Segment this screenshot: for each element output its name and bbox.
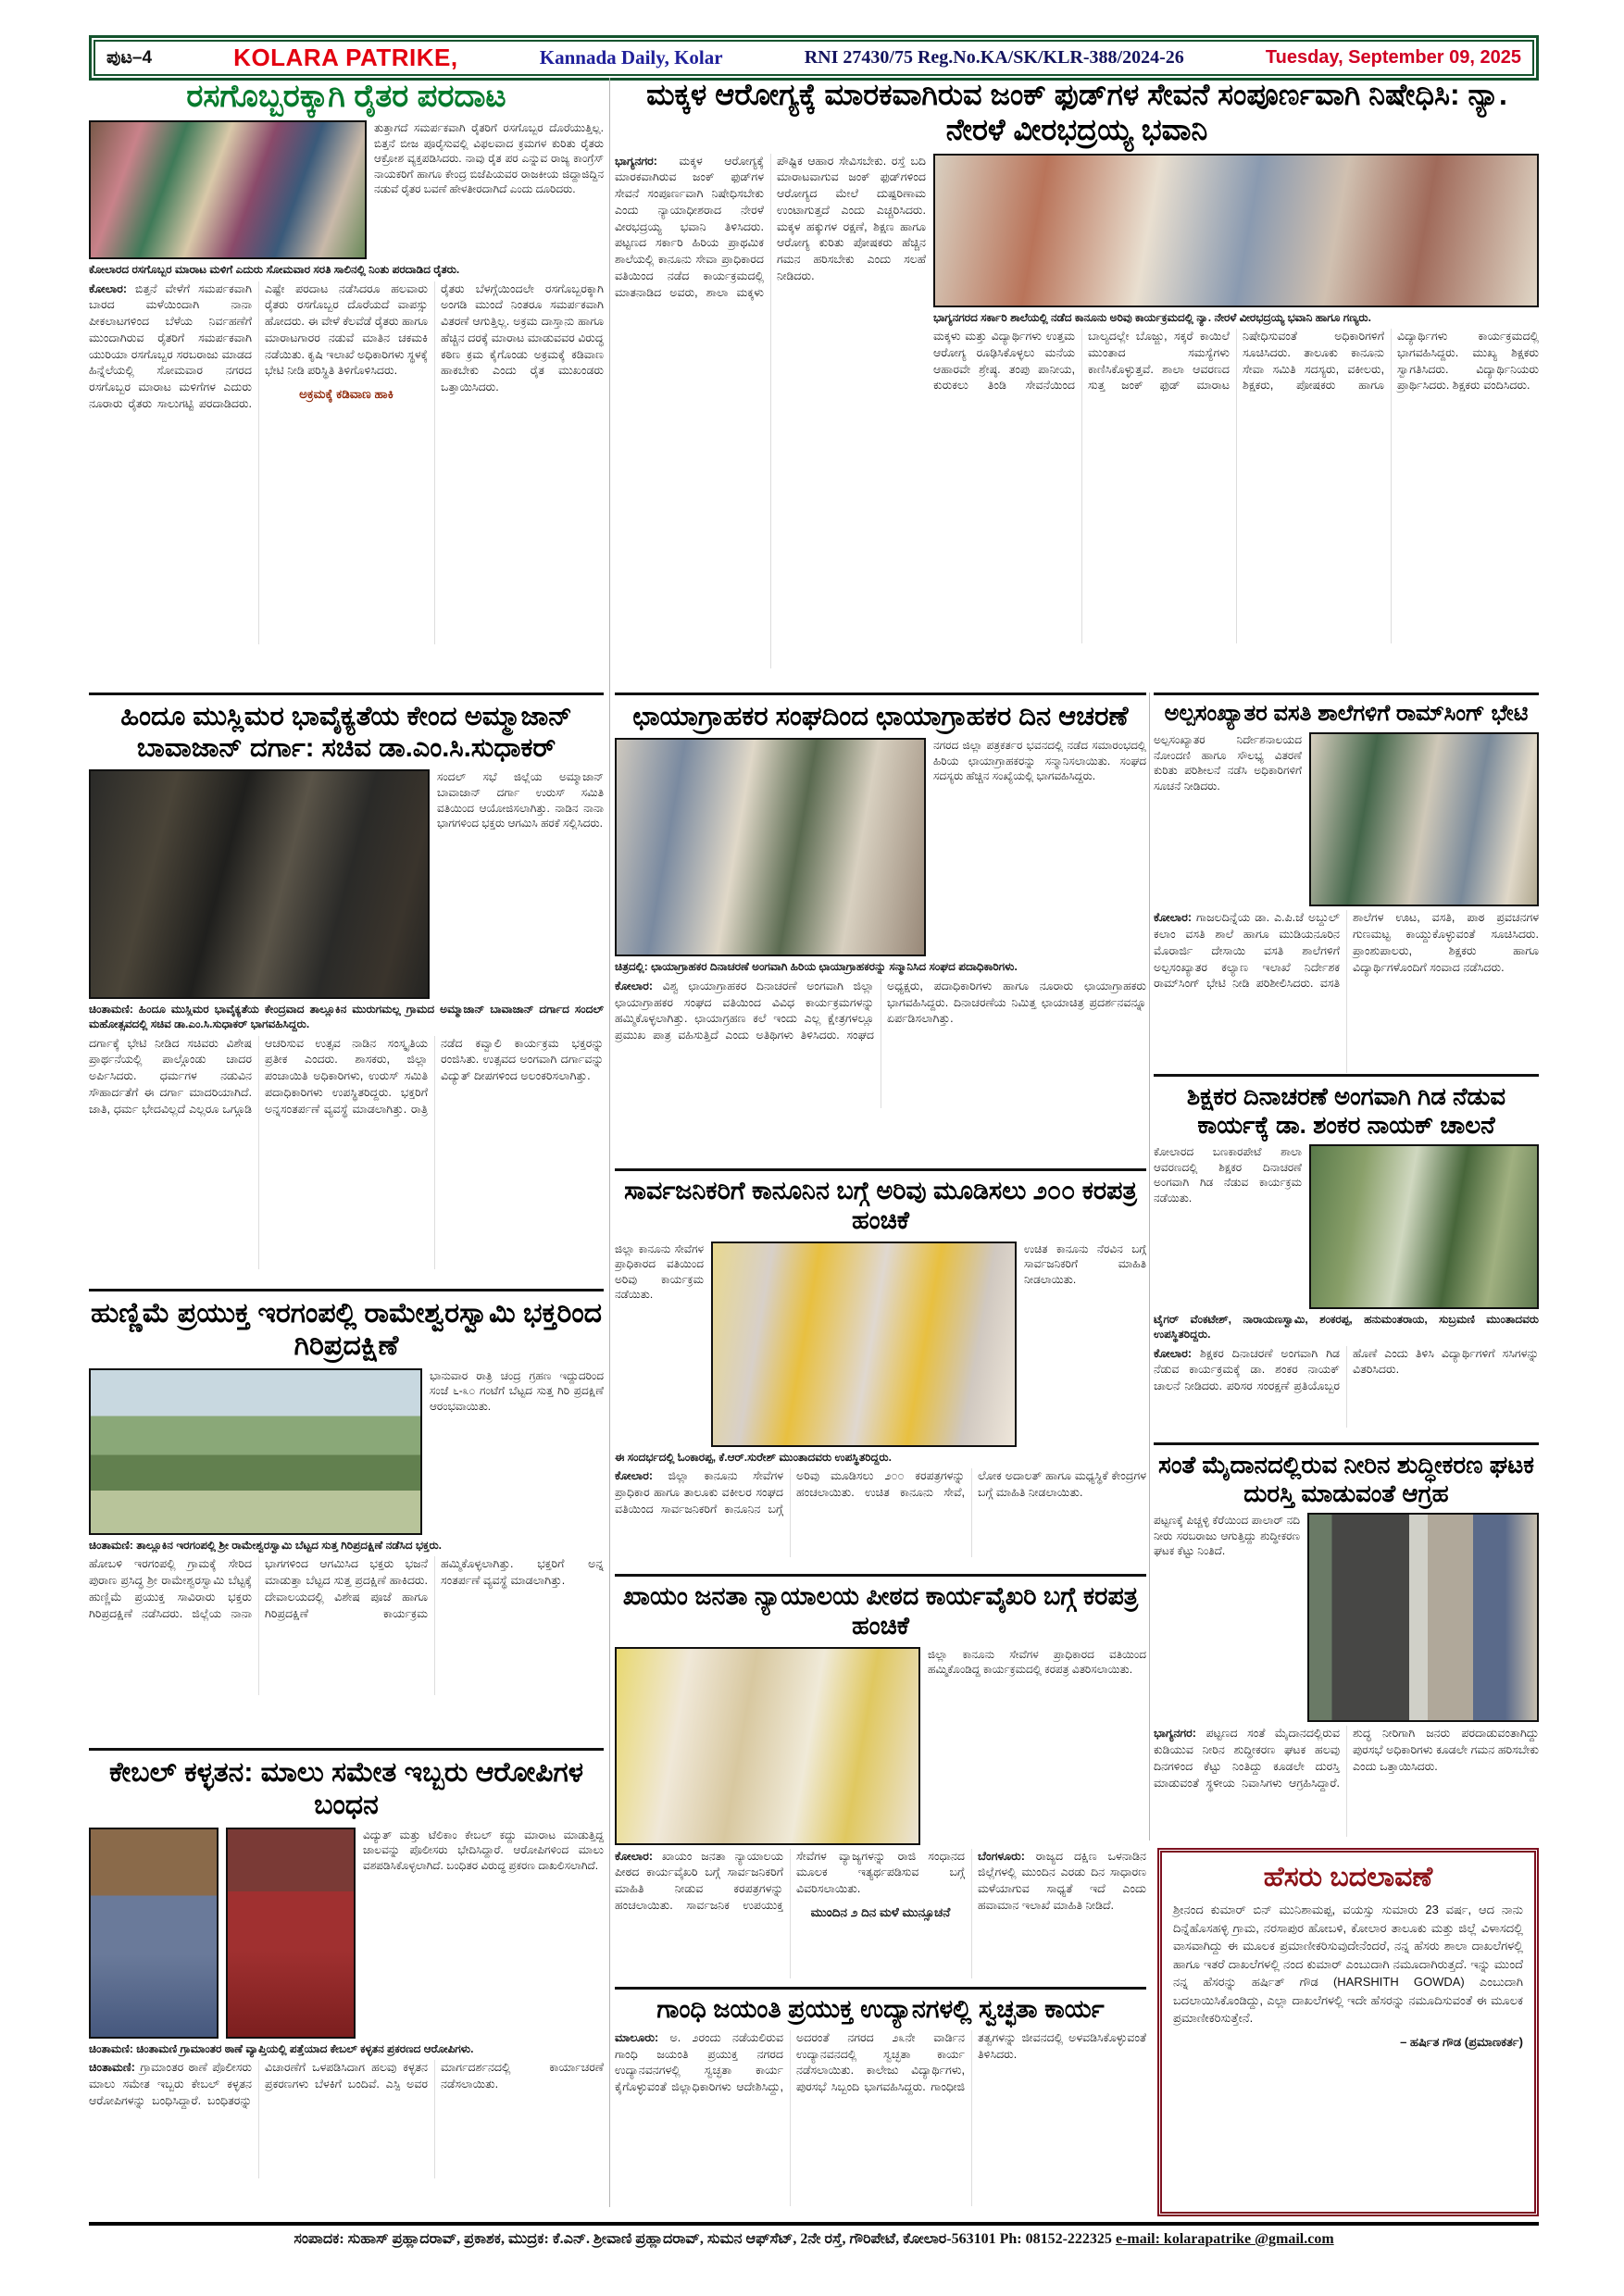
caption-lead: ಚಿತ್ರದಲ್ಲಿ:: [615, 960, 648, 974]
headline-purnima: ಹುಣ್ಣಿಮೆ ಪ್ರಯುಕ್ತ ಇರಗಂಪಲ್ಲಿ ರಾಮೇಶ್ವರಸ್ವಾಮಿ ಭಕ್ತರಿಂದ ಗಿರಿಪ್ರದಕ್ಷಿಣೆ: [90, 1298, 603, 1362]
photo-junkfood-event: [933, 154, 1539, 307]
headline-junkfood: ಮಕ್ಕಳ ಆರೋಗ್ಯಕ್ಕೆ ಮಾರಕವಾಗಿರುವ ಜಂಕ್ ಫುಡ್‌ಗಳ ಸೇವನೆ ಸಂಪೂರ್ಣವಾಗಿ ನಿಷೇಧಿಸಿ: ನ್ಯಾ. ನೇರಳೆ ವೀರಭದ್ರಯ್ಯ ಭವಾನಿ: [646, 78, 1507, 146]
media-row: [89, 769, 604, 999]
headline-dargah: ಹಿಂದೂ ಮುಸ್ಲಿಮರ ಭಾವೈಕ್ಯತೆಯ ಕೇಂದ ಅಮ್ಮಾಜಾನ್ ಬಾವಾಜಾನ್ ದರ್ಗಾ: ಸಚಿವ ಡಾ.ಎಂ.ಸಿ.ಸುಧಾಕರ್: [120, 702, 572, 764]
newspaper-brand: KOLARA PATRIKE,: [233, 44, 458, 71]
dateline: ಕೋಲಾರ:: [615, 1469, 653, 1483]
body-paragraph: [441, 281, 604, 396]
headline-photographers: ಛಾಯಾಗ್ರಾಹಕರ ಸಂಘದಿಂದ ಛಾಯಾಗ್ರಾಹಕರ ದಿನ ಆಚರಣೆ: [632, 702, 1129, 731]
name-change-notice: [1157, 1848, 1539, 2216]
body-paragraph: [1154, 910, 1539, 992]
article-body: [89, 1036, 604, 1269]
media-row: [615, 154, 1539, 668]
media-stack: [933, 154, 1539, 644]
article-body: [615, 2030, 1146, 2206]
body-text: ಗಾಜಲದಿನ್ನೆಯ ಡಾ. ಎ.ಪಿ.ಜೆ ಅಬ್ದುಲ್ ಕಲಾಂ ವಸತಿ ಶಾಲೆ ಹಾಗೂ ಮುಡಿಯನೂರಿನ ಮೊರಾರ್ಜಿ ದೇಸಾಯಿ ವಸತಿ ಶಾಲೆಗಳಿಗೆ ಅಲ್ಪಸಂಖ್ಯಾತರ ಕಲ್ಯಾಣ ಇಲಾಖೆ ನಿರ್ದೇಶಕ ರಾಮ್‌ಸಿಂಗ್ ಭೇಟಿ ನೀಡಿ ಪರಿಶೀಲಿಸಿದರು. ವಸತಿ ಶಾಲೆಗಳ ಊಟ, ವಸತಿ, ಪಾಠ ಪ್ರವಚನಗಳ ಗುಣಮಟ್ಟ ಕಾಯ್ದುಕೊಳ್ಳುವಂತೆ ಸೂಚಿಸಿದರು. ಪ್ರಾಂಶುಪಾಲರು, ಶಿಕ್ಷಕರು ಹಾಗೂ ವಿದ್ಯಾರ್ಥಿಗಳೊಂದಿಗೆ ಸಂವಾದ ನಡೆಸಿದರು.: [1154, 911, 1539, 991]
dateline: ಕೋಲಾರ:: [615, 979, 653, 992]
article-purnima: [89, 1289, 604, 1695]
article-body: [89, 1556, 604, 1695]
headline-fertilizer: ರಸಗೊಬ್ಬರಕ್ಕಾಗಿ ರೈತರ ಪರದಾಟ: [186, 79, 506, 114]
dateline: ಭಾಗ್ಯನಗರ:: [1154, 1727, 1196, 1741]
subhead-crackdown: ಅಕ್ರಮಕ್ಕೆ ಕಡಿವಾಣ ಹಾಕಿ: [299, 387, 394, 402]
article-minority-school: [1154, 693, 1539, 1073]
body-text: ರೈತರು ಬೆಳಗ್ಗೆಯಿಂದಲೇ ರಸಗೊಬ್ಬರಕ್ಕಾಗಿ ಅಂಗಡಿ ಮುಂದೆ ನಿಂತರೂ ಸಮರ್ಪಕವಾಗಿ ವಿತರಣೆ ಆಗುತ್ತಿಲ್ಲ. ಅಕ್ರಮ ದಾಸ್ತಾನು ಹಾಗೂ ಹೆಚ್ಚಿನ ದರಕ್ಕೆ ಮಾರಾಟ ಮಾಡುವವರ ವಿರುದ್ಧ ಕಠಿಣ ಕ್ರಮ ಕೈಗೊಂಡು ಅಕ್ರಮಕ್ಕೆ ಕಡಿವಾಣ ಹಾಕಬೇಕು ಎಂದು ರೈತ ಮುಖಂಡರು ಒತ್ತಾಯಿಸಿದರು.: [441, 281, 604, 394]
article-lok-adalat: [615, 1574, 1146, 1978]
column-rule-right: [1149, 693, 1150, 1841]
body-paragraph: [615, 979, 1146, 1044]
body-text: ಬಿತ್ತನೆ ವೇಳೆಗೆ ಸಮರ್ಪಕವಾಗಿ ಬಾರದ ಮಳೆಯಿಂದಾಗಿ ನಾನಾ ಪೀಕಲಾಟಗಳಿಂದ ಬೆಳೆಯ ನಿರ್ವಹಣೆಗೆ ಮುಂದಾಗಿರುವ ರೈತರಿಗೆ ಸಮರ್ಪಕವಾಗಿ ಯುರಿಯಾ ರಸಗೊಬ್ಬರ ಸರಬರಾಜು ಮಾಡದ ಹಿನ್ನೆಲೆಯಲ್ಲಿ ಸೋಮವಾರ ನಗರದ ರಸಗೊಬ್ಬರ ಮಾರಾಟ ಮಳಿಗೆಗಳ ಎದುರು ನೂರಾರು ರೈತರು ಸಾಲುಗಟ್ಟಿ ಪರದಾಡಿದರು. ಎಷ್ಟೇ ಪರದಾಟ ನಡೆಸಿದರೂ ಹಲವಾರು ರೈತರು ರಸಗೊಬ್ಬರ ದೊರೆಯದೆ ವಾಪಸ್ಸು ಹೋದರು. ಈ ವೇಳೆ ಕೆಲವೆಡೆ ರೈತರು ಹಾಗೂ ಮಾರಾಟಗಾರರ ನಡುವೆ ಮಾತಿನ ಚಕಮಕಿ ನಡೆಯಿತು. ಕೃಷಿ ಇಲಾಖೆ ಅಧಿಕಾರಿಗಳು ಸ್ಥಳಕ್ಕೆ ಭೇಟಿ ನೀಡಿ ಪರಿಸ್ಥಿತಿ ತಿಳಿಗೊಳಿಸಿದರು.: [89, 281, 428, 410]
issue-date: Tuesday, September 09, 2025: [1265, 47, 1521, 68]
dateline: ಕೋಲಾರ:: [615, 1849, 653, 1863]
photo-caption: [89, 1539, 604, 1554]
dateline: ಕೋಲಾರ:: [1154, 1346, 1192, 1360]
article-body: [615, 979, 1146, 1108]
body-paragraph: [1154, 1726, 1539, 1791]
masthead-inner: [94, 40, 1534, 76]
dateline: ಚಿಂತಾಮಣಿ:: [89, 2061, 135, 2075]
photo-caption: ಭಾಗ್ಯನಗರದ ಸರ್ಕಾರಿ ಶಾಲೆಯಲ್ಲಿ ನಡೆದ ಕಾನೂನು ಅರಿವು ಕಾರ್ಯಕ್ರಮದಲ್ಲಿ ನ್ಯಾ. ನೇರಳೆ ವೀರಭದ್ರಯ್ಯ ಭವಾನಿ ಹಾಗೂ ಗಣ್ಯರು.: [933, 310, 1371, 324]
photo-caption: ಟೈಗರ್ ವೆಂಕಟೇಶ್, ನಾರಾಯಣಸ್ವಾಮಿ, ಶಂಕರಪ್ಪ, ಹನುಮಂತರಾಯ, ಸುಬ್ರಮಣಿ ಮುಂತಾದವರು ಉಪಸ್ಥಿತರಿದ್ದರು.: [1154, 1313, 1539, 1341]
body-text: ಶಿಕ್ಷಕರ ದಿನಾಚರಣೆ ಅಂಗವಾಗಿ ಗಿಡ ನೆಡುವ ಕಾರ್ಯಕ್ರಮಕ್ಕೆ ಡಾ. ಶಂಕರ ನಾಯಕ್ ಚಾಲನೆ ನೀಡಿದರು. ಪರಿಸರ ಸಂರಕ್ಷಣೆ ಪ್ರತಿಯೊಬ್ಬರ ಹೊಣೆ ಎಂದು ತಿಳಿಸಿ ವಿದ್ಯಾರ್ಥಿಗಳಿಗೆ ಸಸಿಗಳನ್ನು ವಿತರಿಸಿದರು.: [1154, 1346, 1539, 1393]
headline-teachers-day: ಶಿಕ್ಷಕರ ದಿನಾಚರಣೆ ಅಂಗವಾಗಿ ಗಿಡ ನೆಡುವ ಕಾರ್ಯಕ್ಕೆ ಡಾ. ಶಂಕರ ನಾಯಕ್ ಚಾಲನೆ: [1186, 1082, 1506, 1139]
caption-dateline: ಚಿಂತಾಮಣಿ:: [89, 1538, 133, 1552]
body-text: ಅ. ೨ರಂದು ನಡೆಯಲಿರುವ ಗಾಂಧಿ ಜಯಂತಿ ಪ್ರಯುಕ್ತ ನಗರದ ಉದ್ಯಾನವನಗಳಲ್ಲಿ ಸ್ವಚ್ಛತಾ ಕಾರ್ಯ ಕೈಗೊಳ್ಳುವಂತೆ ಜಿಲ್ಲಾಧಿಕಾರಿಗಳು ಆದೇಶಿಸಿದ್ದು, ಅದರಂತೆ ನಗರದ ೨೩ನೇ ವಾರ್ಡಿನ ಉದ್ಯಾನವನದಲ್ಲಿ ಸ್ವಚ್ಛತಾ ಕಾರ್ಯ ನಡೆಸಲಾಯಿತು. ಕಾಲೇಜು ವಿದ್ಯಾರ್ಥಿಗಳು, ಪುರಸಭೆ ಸಿಬ್ಬಂದಿ ಭಾಗವಹಿಸಿದ್ದರು. ಗಾಂಧೀಜಿ ತತ್ವಗಳನ್ನು ಜೀವನದಲ್ಲಿ ಅಳವಡಿಸಿಕೊಳ್ಳುವಂತೆ ತಿಳಿಸಿದರು.: [615, 2030, 1146, 2094]
caption-dateline: ಚಿಂತಾಮಣಿ:: [89, 2041, 133, 2055]
media-row: [615, 1242, 1146, 1447]
media-row: [89, 1368, 604, 1535]
headline-legal-pamphlet: ಸಾರ್ವಜನಿಕರಿಗೆ ಕಾನೂನಿನ ಬಗ್ಗೆ ಅರಿವು ಮೂಡಿಸಲು ೨೦೦ ಕರಪತ್ರ ಹಂಚಿಕೆ: [624, 1177, 1137, 1234]
body-paragraph: [89, 1556, 604, 1622]
headline-minority-school: ಅಲ್ಪಸಂಖ್ಯಾತರ ವಸತಿ ಶಾಲೆಗಳಿಗೆ ರಾಮ್‌ಸಿಂಗ್ ಭೇಟಿ: [1164, 701, 1529, 726]
article-gandhi-jayanti: [615, 1987, 1146, 2206]
article-body: [89, 2060, 604, 2178]
media-row: [89, 120, 604, 259]
notice-body: ಶ್ರೀನಂದ ಕುಮಾರ್ ಬಿನ್ ಮುನಿಶಾಮಪ್ಪ, ವಯಸ್ಸು ಸುಮಾರು 23 ವರ್ಷ, ಆದ ನಾನು ದಿನ್ನೆಹೊಸಹಳ್ಳಿ ಗ್ರಾಮ, ನರಸಾಪುರ ಹೋಬಳಿ, ಕೋಲಾರ ತಾಲೂಕು ಮತ್ತು ಜಿಲ್ಲೆ ವಿಳಾಸದಲ್ಲಿ ವಾಸವಾಗಿದ್ದು ಈ ಮೂಲಕ ಪ್ರಮಾಣೀಕರಿಸುವುದೇನೆಂದರೆ, ನನ್ನ ಹೆಸರು ಶಾಲಾ ದಾಖಲೆಗಳಲ್ಲಿ ಹಾಗೂ ಇತರೆ ದಾಖಲೆಗಳಲ್ಲಿ ನಂದ ಕುಮಾರ್ ಎಂಬುದಾಗಿ ನಮೂದಾಗಿರುತ್ತದೆ. ಇನ್ನು ಮುಂದೆ ನನ್ನ ಹೆಸರನ್ನು ಹರ್ಷಿತ್ ಗೌಡ (HARSHITH GOWDA) ಎಂಬುದಾಗಿ ಬದಲಾಯಿಸಿಕೊಂಡಿದ್ದು, ಎಲ್ಲಾ ದಾಖಲೆಗಳಲ್ಲಿ ಇದೇ ಹೆಸರನ್ನು ನಮೂದಿಸುವಂತೆ ಈ ಮೂಲಕ ಪ್ರಮಾಣೀಕರಿಸುತ್ತೇನೆ.: [1173, 1903, 1523, 2025]
article-body: [615, 1468, 1146, 1557]
article-fertilizer: [89, 78, 604, 644]
media-row: [1154, 1513, 1539, 1722]
headline-cable-theft: ಕೇಬಲ್ ಕಳ್ಳತನ: ಮಾಲು ಸಮೇತ ಇಬ್ಬರು ಆರೋಪಿಗಳ ಬಂಧನ: [108, 1757, 584, 1821]
caption-text: ಹಿಂದೂ ಮುಸ್ಲಿಮರ ಭಾವೈಕ್ಯತೆಯ ಕೇಂದ್ರವಾದ ತಾಲ್ಲೂಕಿನ ಮುರುಗಮಲ್ಲ ಗ್ರಾಮದ ಅಮ್ಮಾಜಾನ್ ಬಾವಾಜಾನ್ ದರ್ಗಾದ ಸಂದಲ್ ಮಹೋತ್ಸವದಲ್ಲಿ ಸಚಿವ ಡಾ.ಎಂ.ಸಿ.ಸುಧಾಕರ್ ಭಾಗವಹಿಸಿದ್ದರು.: [89, 1003, 604, 1031]
photo-hill-procession: [89, 1368, 422, 1535]
article-body: [1154, 1726, 1539, 1837]
article-photographers: [615, 693, 1146, 1108]
side-text: ನಗರದ ಜಿಲ್ಲಾ ಪತ್ರಕರ್ತರ ಭವನದಲ್ಲಿ ನಡೆದ ಸಮಾರಂಭದಲ್ಲಿ ಹಿರಿಯ ಛಾಯಾಗ್ರಾಹಕರನ್ನು ಸನ್ಮಾನಿಸಲಾಯಿತು. ಸಂಘದ ಸದಸ್ಯರು ಹೆಚ್ಚಿನ ಸಂಖ್ಯೆಯಲ್ಲಿ ಭಾಗವಹಿಸಿದ್ದರು.: [933, 739, 1146, 783]
imprint-line: ಸಂಪಾದಕ: ಸುಹಾಸ್ ಪ್ರಹ್ಲಾದರಾವ್, ಪ್ರಕಾಶಕ, ಮುದ್ರಕ: ಕೆ.ಎನ್. ಶ್ರೀವಾಣಿ ಪ್ರಹ್ಲಾದರಾವ್, ಸುಮನ ಆಫ್‌ಸೆಟ್, 2ನೇ ರಸ್ತೆ, ಗೌರಿಪೇಟೆ, ಕೋಲಾರ-563101 Ph: 08152-222325: [294, 2231, 1112, 2247]
side-text: ಕೋಲಾರದ ಬಣಕಾರಪೇಟೆ ಶಾಲಾ ಆವರಣದಲ್ಲಿ ಶಿಕ್ಷಕರ ದಿನಾಚರಣೆ ಅಂಗವಾಗಿ ಗಿಡ ನೆಡುವ ಕಾರ್ಯಕ್ರಮ ನಡೆಯಿತು.: [1154, 1145, 1302, 1204]
newspaper-tagline: Kannada Daily, Kolar: [539, 46, 723, 69]
media-row: [615, 738, 1146, 956]
article-body: [615, 1849, 1146, 1978]
body-text: ಖಾಯಂ ಜನತಾ ನ್ಯಾಯಾಲಯ ಪೀಠದ ಕಾರ್ಯವೈಖರಿ ಬಗ್ಗೆ ಸಾರ್ವಜನಿಕರಿಗೆ ಮಾಹಿತಿ ನೀಡುವ ಕರಪತ್ರಗಳನ್ನು ಹಂಚಲಾಯಿತು. ಸಾರ್ವಜನಿಕ ಉಪಯುಕ್ತ ಸೇವೆಗಳ ವ್ಯಾಜ್ಯಗಳನ್ನು ರಾಜಿ ಸಂಧಾನದ ಮೂಲಕ ಇತ್ಯರ್ಥಪಡಿಸುವ ಬಗ್ಗೆ ವಿವರಿಸಲಾಯಿತು.: [615, 1849, 965, 1912]
article-cable-theft: [89, 1748, 604, 2178]
masthead: [89, 35, 1539, 81]
body-text: ದರ್ಗಾಕ್ಕೆ ಭೇಟಿ ನೀಡಿದ ಸಚಿವರು ವಿಶೇಷ ಪ್ರಾರ್ಥನೆಯಲ್ಲಿ ಪಾಲ್ಗೊಂಡು ಚಾದರ ಅರ್ಪಿಸಿದರು. ಧರ್ಮಗಳ ನಡುವಿನ ಸೌಹಾರ್ದತೆಗೆ ಈ ದರ್ಗಾ ಮಾದರಿಯಾಗಿದೆ. ಜಾತಿ, ಧರ್ಮ ಭೇದವಿಲ್ಲದೆ ಎಲ್ಲರೂ ಒಗ್ಗೂಡಿ ಆಚರಿಸುವ ಉತ್ಸವ ನಾಡಿನ ಸಂಸ್ಕೃತಿಯ ಪ್ರತೀಕ ಎಂದರು. ಶಾಸಕರು, ಜಿಲ್ಲಾ ಪಂಚಾಯಿತಿ ಅಧಿಕಾರಿಗಳು, ಉರುಸ್ ಸಮಿತಿ ಪದಾಧಿಕಾರಿಗಳು ಉಪಸ್ಥಿತರಿದ್ದರು. ಭಕ್ತರಿಗೆ ಅನ್ನಸಂತರ್ಪಣೆ ವ್ಯವಸ್ಥೆ ಮಾಡಲಾಗಿತ್ತು. ರಾತ್ರಿ ನಡೆದ ಕವ್ವಾಲಿ ಕಾರ್ಯಕ್ರಮ ಭಕ್ತರನ್ನು ರಂಜಿಸಿತು. ಉತ್ಸವದ ಅಂಗವಾಗಿ ದರ್ಗಾವನ್ನು ವಿದ್ಯುತ್ ದೀಪಗಳಿಂದ ಅಲಂಕರಿಸಲಾಗಿತ್ತು.: [89, 1036, 604, 1116]
side-text: ಪಟ್ಟಣಕ್ಕೆ ಪಿಚ್ಚಳ್ಳಿ ಕೆರೆಯಿಂದ ಪಾಲಾರ್ ನದಿ ನೀರು ಸರಬರಾಜು ಆಗುತ್ತಿದ್ದು ಶುದ್ಧೀಕರಣ ಘಟಕ ಕೆಟ್ಟು ನಿಂತಿದೆ.: [1154, 1514, 1300, 1558]
caption-text: ತಾಲ್ಲೂಕಿನ ಇರಗಂಪಲ್ಲಿ ಶ್ರೀ ರಾಮೇಶ್ವರಸ್ವಾಮಿ ಬೆಟ್ಟದ ಸುತ್ತ ಗಿರಿಪ್ರದಕ್ಷಿಣೆ ನಡೆಸಿದ ಭಕ್ತರು.: [136, 1538, 442, 1552]
photo-stage-event: [615, 1647, 920, 1845]
dateline: ಕೋಲಾರ:: [89, 281, 127, 295]
side-text: ವಿದ್ಯುತ್ ಮತ್ತು ಟೆಲಿಕಾಂ ಕೇಬಲ್ ಕದ್ದು ಮಾರಾಟ ಮಾಡುತ್ತಿದ್ದ ಜಾಲವನ್ನು ಪೊಲೀಸರು ಭೇದಿಸಿದ್ದಾರೆ. ಆರೋಪಿಗಳಿಂದ ಮಾಲು ವಶಪಡಿಸಿಕೊಳ್ಳಲಾಗಿದೆ. ಬಂಧಿತರ ವಿರುದ್ಧ ಪ್ರಕರಣ ದಾಖಲಿಸಲಾಗಿದೆ.: [363, 1828, 604, 1872]
dateline: ಭಾಗ್ಯನಗರ:: [615, 154, 657, 168]
body-text: ಜಿಲ್ಲಾ ಕಾನೂನು ಸೇವೆಗಳ ಪ್ರಾಧಿಕಾರ ಹಾಗೂ ತಾಲೂಕು ವಕೀಲರ ಸಂಘದ ವತಿಯಿಂದ ಸಾರ್ವಜನಿಕರಿಗೆ ಕಾನೂನಿನ ಬಗ್ಗೆ ಅರಿವು ಮೂಡಿಸಲು ೨೦೦ ಕರಪತ್ರಗಳನ್ನು ಹಂಚಲಾಯಿತು. ಉಚಿತ ಕಾನೂನು ಸೇವೆ, ಲೋಕ ಅದಾಲತ್ ಹಾಗೂ ಮಧ್ಯಸ್ಥಿಕೆ ಕೇಂದ್ರಗಳ ಬಗ್ಗೆ ಮಾಹಿತಿ ನೀಡಲಾಯಿತು.: [615, 1469, 1146, 1516]
body-text: ಗ್ರಾಮಾಂತರ ಠಾಣೆ ಪೊಲೀಸರು ಮಾಲು ಸಮೇತ ಇಬ್ಬರು ಕೇಬಲ್ ಕಳ್ಳತನ ಆರೋಪಿಗಳನ್ನು ಬಂಧಿಸಿದ್ದಾರೆ. ಬಂಧಿತರನ್ನು ವಿಚಾರಣೆಗೆ ಒಳಪಡಿಸಿದಾಗ ಹಲವು ಕಳ್ಳತನ ಪ್ರಕರಣಗಳು ಬೆಳಕಿಗೆ ಬಂದಿವೆ. ಎಸ್ಪಿ ಅವರ ಮಾರ್ಗದರ್ಶನದಲ್ಲಿ ಕಾರ್ಯಾಚರಣೆ ನಡೆಸಲಾಯಿತು.: [89, 2061, 604, 2107]
photo-photographers-felicitation: [615, 738, 926, 956]
photo-water-unit: [1307, 1513, 1539, 1722]
notice-signature: – ಹರ್ಷಿತ ಗೌಡ (ಪ್ರಮಾಣಕರ್ತ): [1400, 2034, 1523, 2049]
side-text-right: ಉಚಿತ ಕಾನೂನು ನೆರವಿನ ಬಗ್ಗೆ ಸಾರ್ವಜನಿಕರಿಗೆ ಮಾಹಿತಿ ನೀಡಲಾಯಿತು.: [1024, 1242, 1146, 1286]
article-body-left: [615, 154, 926, 668]
article-body: [1154, 1346, 1539, 1428]
side-text: ಸಂದಲ್ ಸಭೆ ಜಿಲ್ಲೆಯ ಅಮ್ಮಾಜಾನ್ ಬಾವಾಜಾನ್ ದರ್ಗಾ ಉರುಸ್ ಸಮಿತಿ ವತಿಯಿಂದ ಆಯೋಜಿಸಲಾಗಿತ್ತು. ನಾಡಿನ ನಾನಾ ಭಾಗಗಳಿಂದ ಭಕ್ತರು ಆಗಮಿಸಿ ಹರಕೆ ಸಲ್ಲಿಸಿದರು.: [437, 770, 604, 830]
photo-accused-2: [226, 1828, 356, 2039]
body-paragraph: [89, 1036, 604, 1118]
body-paragraph: [615, 154, 926, 302]
page-number-label: ಪುಟ–4: [106, 47, 153, 68]
media-row: [1154, 1144, 1539, 1309]
side-text: ಭಾನುವಾರ ರಾತ್ರಿ ಚಂದ್ರ ಗ್ರಹಣ ಇದ್ದುದರಿಂದ ಸಂಜೆ ೬-೩೦ ಗಂಟೆಗೆ ಬೆಟ್ಟದ ಸುತ್ತ ಗಿರಿ ಪ್ರದಕ್ಷಿಣೆ ಆರಂಭವಾಯಿತು.: [430, 1368, 604, 1413]
caption-text: ಛಾಯಾಗ್ರಾಹಕರ ದಿನಾಚರಣೆ ಅಂಗವಾಗಿ ಹಿರಿಯ ಛಾಯಾಗ್ರಾಹಕರನ್ನು ಸನ್ಮಾನಿಸಿದ ಸಂಘದ ಪದಾಧಿಕಾರಿಗಳು.: [651, 960, 1018, 974]
photo-caption: ಕೋಲಾರದ ರಸಗೊಬ್ಬರ ಮಾರಾಟ ಮಳಿಗೆ ಎದುರು ಸೋಮವಾರ ಸರತಿ ಸಾಲಿನಲ್ಲಿ ನಿಂತು ಪರದಾಡಿದ ರೈತರು.: [89, 263, 460, 277]
media-row: [1154, 732, 1539, 906]
photo-caption: ಈ ಸಂದರ್ಭದಲ್ಲಿ ಓಂಕಾರಪ್ಪ, ಕೆ.ಆರ್.ಸುರೇಶ್ ಮುಂತಾದವರು ಉಪಸ್ಥಿತರಿದ್ದರು.: [615, 1450, 892, 1464]
photo-dargah-gathering: [89, 769, 430, 999]
body-text: ಪಟ್ಟಣದ ಸಂತೆ ಮೈದಾನದಲ್ಲಿರುವ ಕುಡಿಯುವ ನೀರಿನ ಶುದ್ಧೀಕರಣ ಘಟಕ ಹಲವು ದಿನಗಳಿಂದ ಕೆಟ್ಟು ನಿಂತಿದ್ದು ಕೂಡಲೇ ದುರಸ್ತಿ ಮಾಡುವಂತೆ ಸ್ಥಳೀಯ ನಿವಾಸಿಗಳು ಆಗ್ರಹಿಸಿದ್ದಾರೆ. ಶುದ್ಧ ನೀರಿಗಾಗಿ ಜನರು ಪರದಾಡುವಂತಾಗಿದ್ದು ಪುರಸಭೆ ಅಧಿಕಾರಿಗಳು ಕೂಡಲೇ ಗಮನ ಹರಿಸಬೇಕು ಎಂದು ಒತ್ತಾಯಿಸಿದರು.: [1154, 1727, 1539, 1790]
body-text: ಮಕ್ಕಳು ಮತ್ತು ವಿದ್ಯಾರ್ಥಿಗಳು ಉತ್ತಮ ಆರೋಗ್ಯ ರೂಢಿಸಿಕೊಳ್ಳಲು ಮನೆಯ ಆಹಾರವೇ ಶ್ರೇಷ್ಠ. ತಂಪು ಪಾನೀಯ, ಕುರುಕಲು ತಿಂಡಿ ಸೇವನೆಯಿಂದ ಬಾಲ್ಯದಲ್ಲೇ ಬೊಜ್ಜು, ಸಕ್ಕರೆ ಕಾಯಿಲೆ ಮುಂತಾದ ಸಮಸ್ಯೆಗಳು ಕಾಣಿಸಿಕೊಳ್ಳುತ್ತವೆ. ಶಾಲಾ ಆವರಣದ ಸುತ್ತ ಜಂಕ್ ಫುಡ್ ಮಾರಾಟ ನಿಷೇಧಿಸುವಂತೆ ಅಧಿಕಾರಿಗಳಿಗೆ ಸೂಚಿಸಿದರು. ತಾಲೂಕು ಕಾನೂನು ಸೇವಾ ಸಮಿತಿ ಸದಸ್ಯರು, ವಕೀಲರು, ಶಿಕ್ಷಕರು, ಪೋಷಕರು ಹಾಗೂ ವಿದ್ಯಾರ್ಥಿಗಳು ಕಾರ್ಯಕ್ರಮದಲ್ಲಿ ಭಾಗವಹಿಸಿದ್ದರು. ಮುಖ್ಯ ಶಿಕ್ಷಕರು ಸ್ವಾಗತಿಸಿದರು. ವಿದ್ಯಾರ್ಥಿನಿಯರು ಪ್ರಾರ್ಥಿಸಿದರು. ಶಿಕ್ಷಕರು ವಂದಿಸಿದರು.: [933, 330, 1539, 393]
photo-classroom-visit: [1309, 732, 1539, 906]
body-paragraph: [615, 1468, 1146, 1517]
article-body: [1154, 910, 1539, 1073]
body-paragraph: [89, 2060, 604, 2109]
photo-farmers-crowd: [89, 120, 367, 259]
side-text-left: ಜಿಲ್ಲಾ ಕಾನೂನು ಸೇವೆಗಳ ಪ್ರಾಧಿಕಾರದ ವತಿಯಿಂದ ಅರಿವು ಕಾರ್ಯಕ್ರಮ ನಡೆಯಿತು.: [615, 1242, 704, 1302]
article-body-right: [933, 329, 1539, 643]
article-dargah: [89, 693, 604, 1269]
side-text: ತುತ್ತಾಗದೆ ಸಮರ್ಪಕವಾಗಿ ರೈತರಿಗೆ ರಸಗೊಬ್ಬರ ದೊರೆಯುತ್ತಿಲ್ಲ. ಬಿತ್ತನೆ ಬೀಜ ಪೂರೈಸುವಲ್ಲಿ ವಿಫಲವಾದ ಕ್ರಮಗಳ ಕುರಿತು ರೈತರು ಆಕ್ರೋಶ ವ್ಯಕ್ತಪಡಿಸಿದರು. ನಾವು ರೈತ ಪರ ಎನ್ನುವ ರಾಜ್ಯ ಕಾಂಗ್ರೆಸ್ ನಾಯಕರಿಗೆ ಹಾಗೂ ಕೇಂದ್ರ ಬಿಜೆಪಿಯವರ ರಾಜಕೀಯ ಜಿದ್ದಾಜಿದ್ದಿನ ನಡುವೆ ರೈತರ ಬವಣೆ ಹೇಳತೀರದಾಗಿದೆ ಎಂದು ದೂರಿದರು.: [374, 121, 604, 196]
article-teachers-day: [1154, 1074, 1539, 1428]
subhead-rain-forecast: ಮುಂದಿನ ೨ ದಿನ ಮಳೆ ಮುನ್ಸೂಚನೆ: [810, 1904, 951, 1919]
caption-text: ಚಿಂತಾಮಣಿ ಗ್ರಾಮಾಂತರ ಠಾಣೆ ವ್ಯಾಪ್ತಿಯಲ್ಲಿ ಪತ್ತೆಯಾದ ಕೇಬಲ್ ಕಳ್ಳತನ ಪ್ರಕರಣದ ಆರೋಪಿಗಳು.: [136, 2041, 474, 2055]
side-text: ಅಲ್ಪಸಂಖ್ಯಾತರ ನಿರ್ದೇಶನಾಲಯದ ನೋಂದಣಿ ಹಾಗೂ ಸೌಲಭ್ಯ ವಿತರಣೆ ಕುರಿತು ಪರಿಶೀಲನೆ ನಡೆಸಿ ಅಧಿಕಾರಿಗಳಿಗೆ ಸೂಚನೆ ನೀಡಿದರು.: [1154, 733, 1302, 792]
rni-registration: RNI 27430/75 Reg.No.KA/SK/KLR-388/2024-26: [804, 47, 1184, 68]
body-text: ರಾಜ್ಯದ ದಕ್ಷಿಣ ಒಳನಾಡಿನ ಜಿಲ್ಲೆಗಳಲ್ಲಿ ಮುಂದಿನ ಎರಡು ದಿನ ಸಾಧಾರಣ ಮಳೆಯಾಗುವ ಸಾಧ್ಯತೆ ಇದೆ ಎಂದು ಹವಾಮಾನ ಇಲಾಖೆ ಮಾಹಿತಿ ನೀಡಿದೆ.: [978, 1849, 1146, 1912]
article-body: [89, 281, 604, 644]
body-paragraph: [615, 2030, 1146, 2096]
article-legal-pamphlet: [615, 1168, 1146, 1557]
imprint-email: e-mail: kolarapatrike @gmail.com: [1115, 2231, 1334, 2247]
media-row: [89, 1828, 604, 2039]
media-row: [615, 1647, 1146, 1845]
body-paragraph: [933, 329, 1539, 396]
photo-caption: [615, 960, 1146, 975]
body-text: ಹೋಬಳಿ ಇರಗಂಪಲ್ಲಿ ಗ್ರಾಮಕ್ಕೆ ಸೇರಿದ ಪುರಾಣ ಪ್ರಸಿದ್ಧ ಶ್ರೀ ರಾಮೇಶ್ವರಸ್ವಾಮಿ ಬೆಟ್ಟಕ್ಕೆ ಹುಣ್ಣಿಮೆ ಪ್ರಯುಕ್ತ ಸಾವಿರಾರು ಭಕ್ತರು ಗಿರಿಪ್ರದಕ್ಷಿಣೆ ನಡೆಸಿದರು. ಜಿಲ್ಲೆಯ ನಾನಾ ಭಾಗಗಳಿಂದ ಆಗಮಿಸಿದ ಭಕ್ತರು ಭಜನೆ ಮಾಡುತ್ತಾ ಬೆಟ್ಟದ ಸುತ್ತ ಪ್ರದಕ್ಷಿಣೆ ಹಾಕಿದರು. ದೇವಾಲಯದಲ್ಲಿ ವಿಶೇಷ ಪೂಜೆ ಹಾಗೂ ಗಿರಿಪ್ರದಕ್ಷಿಣೆ ಕಾರ್ಯಕ್ರಮ ಹಮ್ಮಿಕೊಳ್ಳಲಾಗಿತ್ತು. ಭಕ್ತರಿಗೆ ಅನ್ನ ಸಂತರ್ಪಣೆ ವ್ಯವಸ್ಥೆ ಮಾಡಲಾಗಿತ್ತು.: [89, 1557, 604, 1620]
column-rule-left: [609, 78, 610, 2207]
photo-accused-1: [89, 1828, 219, 2039]
dateline: ಮಾಲೂರು:: [615, 2030, 659, 2044]
body-paragraph: [1154, 1346, 1539, 1395]
imprint-footer: [89, 2222, 1539, 2248]
side-text: ಜಿಲ್ಲಾ ಕಾನೂನು ಸೇವೆಗಳ ಪ್ರಾಧಿಕಾರದ ವತಿಯಿಂದ ಹಮ್ಮಿಕೊಂಡಿದ್ದ ಕಾರ್ಯಕ್ರಮದಲ್ಲಿ ಕರಪತ್ರ ವಿತರಿಸಲಾಯಿತು.: [928, 1647, 1146, 1677]
article-water-unit: [1154, 1442, 1539, 1837]
article-junkfood: [615, 78, 1539, 668]
headline-water-unit: ಸಂತೆ ಮೈದಾನದಲ್ಲಿರುವ ನೀರಿನ ಶುದ್ಧೀಕರಣ ಘಟಕ ದುರಸ್ತಿ ಮಾಡುವಂತೆ ಆಗ್ರಹ: [1158, 1451, 1534, 1507]
photo-caption: [89, 1003, 604, 1031]
body-paragraph: [978, 1849, 1146, 1915]
photo-tree-planting: [1309, 1144, 1539, 1309]
headline-lok-adalat: ಖಾಯಂ ಜನತಾ ನ್ಯಾಯಾಲಯ ಪೀಠದ ಕಾರ್ಯವೈಖರಿ ಬಗ್ಗೆ ಕರಪತ್ರ ಹಂಚಿಕೆ: [622, 1582, 1139, 1640]
body-text: ವಿಶ್ವ ಛಾಯಾಗ್ರಾಹಕರ ದಿನಾಚರಣೆ ಅಂಗವಾಗಿ ಜಿಲ್ಲಾ ಛಾಯಾಗ್ರಾಹಕರ ಸಂಘದ ವತಿಯಿಂದ ವಿವಿಧ ಕಾರ್ಯಕ್ರಮಗಳನ್ನು ಹಮ್ಮಿಕೊಳ್ಳಲಾಗಿತ್ತು. ಛಾಯಾಗ್ರಹಣ ಕಲೆ ಇಂದು ಎಲ್ಲ ಕ್ಷೇತ್ರಗಳಲ್ಲೂ ಪ್ರಮುಖ ಪಾತ್ರ ವಹಿಸುತ್ತಿದೆ ಎಂದು ಅತಿಥಿಗಳು ತಿಳಿಸಿದರು. ಸಂಘದ ಅಧ್ಯಕ್ಷರು, ಪದಾಧಿಕಾರಿಗಳು ಹಾಗೂ ನೂರಾರು ಛಾಯಾಗ್ರಾಹಕರು ಭಾಗವಹಿಸಿದ್ದರು. ದಿನಾಚರಣೆಯ ನಿಮಿತ್ತ ಛಾಯಾಚಿತ್ರ ಪ್ರದರ್ಶನವನ್ನೂ ಏರ್ಪಡಿಸಲಾಗಿತ್ತು.: [615, 979, 1146, 1042]
photo-caption: [89, 2042, 604, 2057]
headline-gandhi-jayanti: ಗಾಂಧಿ ಜಯಂತಿ ಪ್ರಯುಕ್ತ ಉದ್ಯಾನಗಳಲ್ಲಿ ಸ್ವಚ್ಛತಾ ಕಾರ್ಯ: [656, 1995, 1105, 2023]
dateline: ಕೋಲಾರ:: [1154, 911, 1192, 925]
notice-title: ಹೆಸರು ಬದಲಾವಣೆ: [1263, 1862, 1433, 1892]
dateline: ಬೆಂಗಳೂರು:: [978, 1849, 1025, 1863]
photo-legal-awareness-hall: [711, 1242, 1017, 1447]
body-text: ಮಕ್ಕಳ ಆರೋಗ್ಯಕ್ಕೆ ಮಾರಕವಾಗಿರುವ ಜಂಕ್ ಫುಡ್‌ಗಳ ಸೇವನೆ ಸಂಪೂರ್ಣವಾಗಿ ನಿಷೇಧಿಸಬೇಕು ಎಂದು ನ್ಯಾಯಾಧೀಶರಾದ ನೇರಳೆ ವೀರಭದ್ರಯ್ಯ ಭವಾನಿ ತಿಳಿಸಿದರು. ಪಟ್ಟಣದ ಸರ್ಕಾರಿ ಹಿರಿಯ ಪ್ರಾಥಮಿಕ ಶಾಲೆಯಲ್ಲಿ ಕಾನೂನು ಸೇವಾ ಪ್ರಾಧಿಕಾರದ ವತಿಯಿಂದ ನಡೆದ ಕಾರ್ಯಕ್ರಮದಲ್ಲಿ ಮಾತನಾಡಿದ ಅವರು, ಶಾಲಾ ಮಕ್ಕಳು ಪೌಷ್ಟಿಕ ಆಹಾರ ಸೇವಿಸಬೇಕು. ರಸ್ತೆ ಬದಿ ಮಾರಾಟವಾಗುವ ಜಂಕ್ ಫುಡ್‌ಗಳಿಂದ ಆರೋಗ್ಯದ ಮೇಲೆ ದುಷ್ಪರಿಣಾಮ ಉಂಟಾಗುತ್ತದೆ ಎಂದು ಎಚ್ಚರಿಸಿದರು. ಮಕ್ಕಳ ಹಕ್ಕುಗಳ ರಕ್ಷಣೆ, ಶಿಕ್ಷಣ ಹಾಗೂ ಆರೋಗ್ಯ ಕುರಿತು ಪೋಷಕರು ಹೆಚ್ಚಿನ ಗಮನ ಹರಿಸಬೇಕು ಎಂದು ಸಲಹೆ ನೀಡಿದರು.: [615, 154, 926, 299]
caption-dateline: ಚಿಂತಾಮಣಿ:: [89, 1003, 133, 1017]
